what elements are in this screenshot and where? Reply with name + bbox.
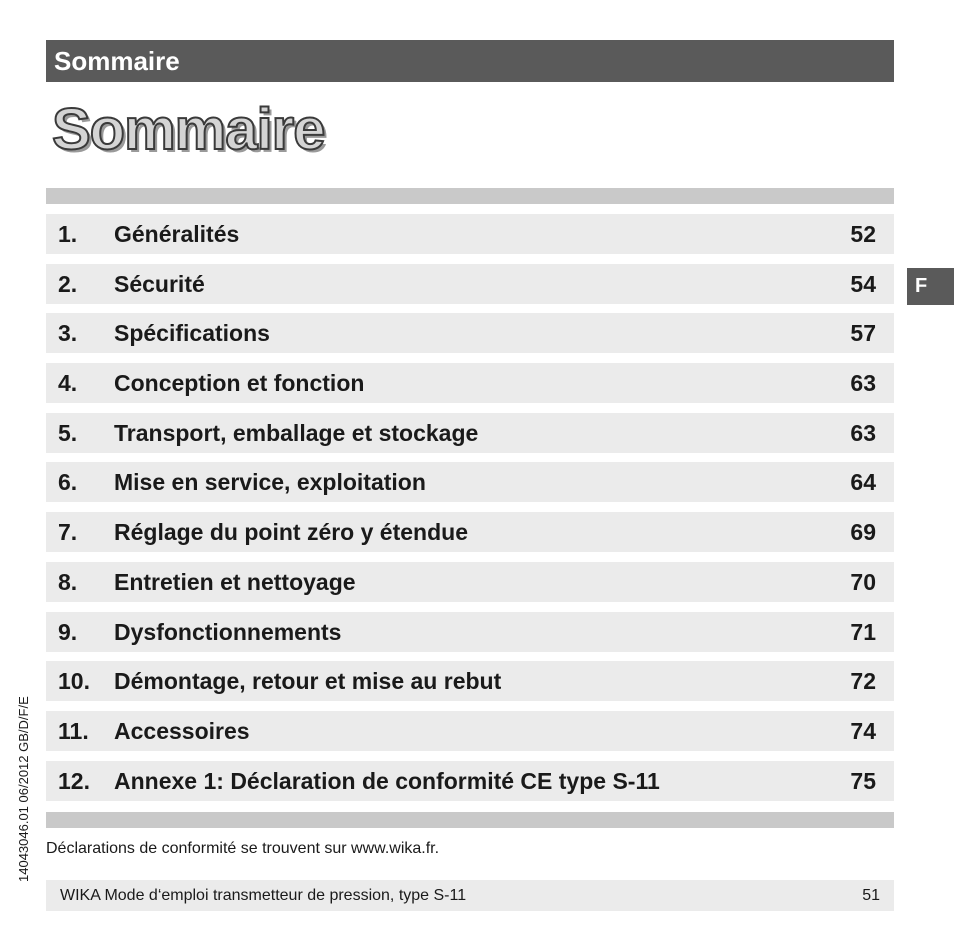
toc-page: 72: [850, 668, 876, 695]
toc-number: 9.: [58, 618, 78, 645]
toc-title: Dysfonctionnements: [114, 618, 342, 645]
toc-item-12[interactable]: [46, 761, 894, 801]
toc-number: 7.: [58, 519, 78, 546]
toc-item-8[interactable]: [46, 562, 894, 602]
toc-title: Entretien et nettoyage: [114, 568, 356, 595]
toc-page: 63: [850, 370, 876, 397]
toc-number: 2.: [58, 270, 78, 297]
toc-item-7[interactable]: [46, 512, 894, 552]
section-header-label: Sommaire: [54, 46, 180, 76]
toc-number: 8.: [58, 568, 78, 595]
toc-page: 69: [850, 519, 876, 546]
toc-title: Conception et fonction: [114, 370, 365, 397]
toc-title: Mise en service, exploitation: [114, 469, 426, 496]
toc-item-3[interactable]: [46, 313, 894, 353]
toc-item-1[interactable]: [46, 214, 894, 254]
toc-page: 70: [850, 568, 876, 595]
toc-number: 3.: [58, 320, 78, 347]
toc-item-11[interactable]: [46, 711, 894, 751]
page-footer: [46, 880, 894, 911]
language-tab: F: [907, 268, 954, 305]
document-code: 14043046.01 06/2012 GB/D/F/E: [16, 696, 31, 882]
toc-page: 75: [850, 767, 876, 794]
toc-number: 10.: [58, 668, 90, 695]
toc-page: 71: [850, 618, 876, 645]
toc-title: Démontage, retour et mise au rebut: [114, 668, 502, 695]
toc-page: 52: [850, 221, 876, 247]
toc-page: 54: [850, 270, 876, 297]
toc-number: 4.: [58, 370, 78, 397]
toc-item-6[interactable]: [46, 462, 894, 502]
toc-page: 63: [850, 419, 876, 446]
toc-title: Accessoires: [114, 717, 250, 744]
divider-top: [46, 188, 894, 204]
toc-number: 12.: [58, 767, 90, 794]
toc-page: 74: [850, 717, 876, 744]
toc-title: Généralités: [114, 221, 240, 247]
toc-item-5[interactable]: [46, 413, 894, 453]
toc-title: Annexe 1: Déclaration de conformité CE type S-11: [114, 767, 660, 794]
table-of-contents: [46, 214, 894, 810]
footer-page-number: 51: [862, 887, 880, 904]
page-title: Sommaire: [52, 97, 325, 162]
toc-item-2[interactable]: [46, 264, 894, 304]
toc-number: 5.: [58, 419, 78, 446]
toc-page: 57: [850, 320, 876, 347]
toc-item-10[interactable]: [46, 661, 894, 701]
footer-text: WIKA Mode d‘emploi transmetteur de pression, type S-11: [60, 887, 467, 904]
toc-item-4[interactable]: [46, 363, 894, 403]
conformity-note: Déclarations de conformité se trouvent sur www.wika.fr.: [46, 840, 440, 857]
toc-item-9[interactable]: [46, 612, 894, 652]
toc-page: 64: [850, 469, 876, 496]
toc-title: Réglage du point zéro y étendue: [114, 519, 468, 546]
divider-bottom: [46, 812, 894, 828]
toc-title: Transport, emballage et stockage: [114, 419, 479, 446]
section-header: [46, 40, 894, 82]
toc-title: Spécifications: [114, 320, 270, 347]
toc-number: 6.: [58, 469, 78, 496]
toc-number: 1.: [58, 221, 78, 247]
toc-title: Sécurité: [114, 270, 205, 297]
toc-number: 11.: [58, 717, 89, 744]
